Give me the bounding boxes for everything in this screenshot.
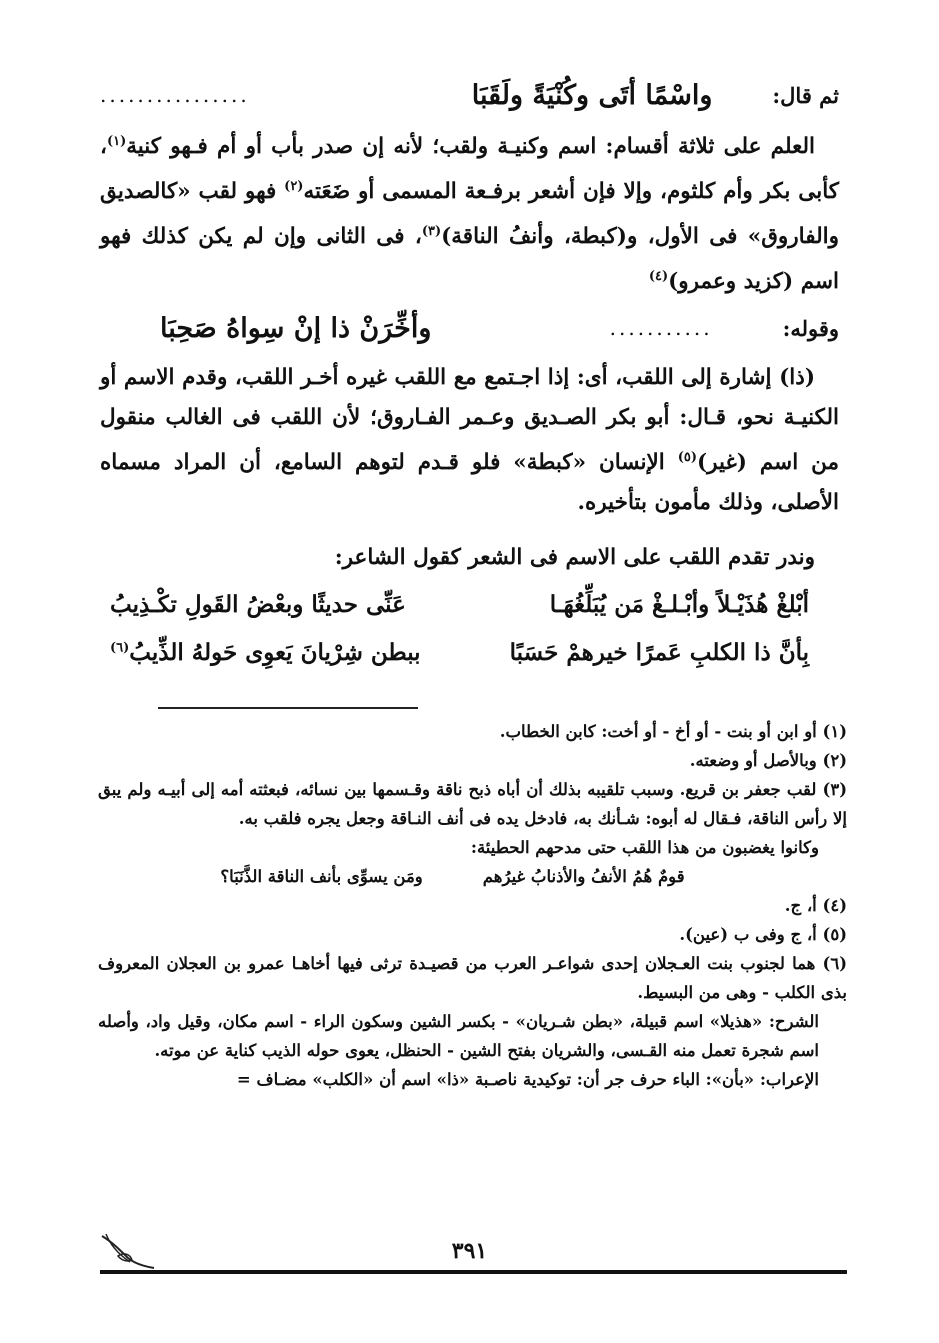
hemistich-left: عَنِّى حديثًا وبعْضُ القَولِ تكْـذِيبُ	[110, 590, 406, 618]
verse-dots: ...........	[609, 316, 713, 340]
footnote-ref: (٦)	[110, 639, 130, 655]
footnote-4: (٤) أ، ج.	[784, 896, 847, 915]
footnotes	[98, 717, 847, 1094]
footnote-3-verse	[98, 862, 847, 891]
poem	[100, 580, 839, 676]
sharh-heading: الشرح:	[768, 1012, 819, 1031]
footnote-6-irab	[98, 1065, 847, 1094]
footnote-6: (٦) هما لجنوب بنت العـجلان إحدى شواعـر العرب من قصيـدة ترثى فيها أخاهـا عمرو بن العجلان المعروف بذى الكلب - وهى من البسيط.	[98, 954, 847, 1002]
verse-heading-1	[100, 72, 839, 118]
irab-text: «بأن»: الباء حرف جر أن: توكيدية ناصـبة «ذا» اسم أن «الكلب» مضـاف =	[236, 1070, 760, 1089]
paragraph-text: وندر تقدم اللقب على الاسم فى الشعر كقول الشاعر:	[334, 545, 815, 570]
verse-text: واسْمًا أتَى وكُنْيَةً ولَقَبَا	[471, 79, 713, 111]
verse-heading-2	[100, 304, 839, 352]
footnote-ref: (٥)	[677, 450, 697, 465]
footnote-5: (٥) أ، ج وفى ب (عين).	[679, 925, 847, 944]
verse-intro: وقوله:	[782, 315, 839, 341]
paragraph-text: فهو لقب «كالصديق والفاروق» فى الأول، و(كبطة، وأنفُ الناقة)	[100, 179, 839, 250]
footnote-3: (٣) لقب جعفر بن قريع. وسبب تلقيبه بذلك أن أباه ذبح ناقة وقـسمها بين نسائه، فبعثته أمه إلى أبيـه ولم يبق إلا رأس الناقة، فـقال له أبوه: شـأنك به، فادخل يده فى أنف النـاقة وجعل يجره فلقب به.	[98, 780, 847, 828]
paragraph-3	[100, 538, 839, 578]
paragraph-text: ، كأبى بكر وأم كلثوم، وإلا فإن أشعر برفـعة المسمى أو ضَعَته	[100, 134, 839, 205]
paragraph-text: الإنسان «كبطة» فلو قـدم لتوهم السامع، أن المراد مسماه الأصلى، وذلك مأمون بتأخيره.	[100, 450, 839, 516]
verse-text: وأخِّرَنْ ذا إنْ سِواهُ صَحِبَا	[160, 312, 432, 344]
footnote-separator	[158, 707, 418, 709]
footnote-ref: (١)	[106, 134, 127, 149]
footnote-ref: (٤)	[648, 269, 669, 285]
footnote-6-sharh	[98, 1007, 847, 1065]
footnote-1: (١) أو ابن أو بنت - أو أخ - أو أخت: كابن الخطاب.	[499, 722, 847, 741]
verse-dots: ................	[100, 83, 250, 107]
paragraph-text: (ذا) إشارة إلى اللقب، أى: إذا اجـتمع مع اللقب غيره أخـر اللقب، وقدم الاسم أو الكنيـة نحو، قـال: أبو بكر الصـديق وعـمر الفـاروق؛ لأن اللقب فى الغالب منقول من اسم (غير)	[100, 365, 839, 476]
hemistich-right: قومٌ هُمُ الأنفُ والأذنابُ غيرُهم	[482, 867, 685, 886]
irab-heading: الإعراب:	[759, 1070, 819, 1089]
hemistich-right: أبْلغْ هُذَيْـلاً وأبْـلـغْ مَن يُبَلِّغُهَـا	[549, 590, 809, 618]
bottom-rule	[100, 1270, 847, 1274]
poem-line	[100, 628, 839, 676]
footnote-3-cont: وكانوا يغضبون من هذا اللقب حتى مدحهم الحطيئة:	[470, 838, 819, 857]
paragraph-text: العلم على ثلاثة أقسام: اسم وكنيـة ولقب؛ لأنه إن صدر بأب أو أم فـهو كنية	[126, 134, 815, 160]
verse-intro: ثم قال:	[772, 82, 839, 108]
footnote-ref: (٣)	[421, 224, 442, 240]
hemistich-left-wrap	[110, 639, 421, 666]
paragraph-text: ، فى الثانى وإن لم يكن كذلك فهو اسم (كزيد وعمرو)	[100, 224, 839, 295]
hemistich-left: ومَن يسوِّى بأنف الناقة الذَّنَبَا؟	[220, 867, 423, 886]
paragraph-1	[100, 122, 839, 303]
hemistich-right: بِأنَّ ذا الكلبِ عَمرًا خيرهمْ حَسَبًا	[509, 638, 809, 666]
page-number: ٣٩١	[451, 1238, 488, 1264]
sharh-text: «هذيلا» اسم قبيلة، «بطن شـريان» - بكسر الشين وسكون الراء - اسم مكان، وقيل واد، وأصله اسم شجرة تعمل منه القـسى، والشريان بفتح الشين - الحنظل، يعوى حوله الذيب كناية عن موته.	[98, 1012, 819, 1060]
hemistich-left: ببطن شِرْيانَ يَعوِى حَولهُ الذِّيبُ	[129, 638, 421, 666]
paragraph-2	[100, 358, 839, 523]
footnote-ref: (٢)	[284, 179, 304, 195]
poem-line	[100, 580, 839, 628]
footnote-2: (٢) وبالأصل أو وضعته.	[689, 751, 847, 770]
